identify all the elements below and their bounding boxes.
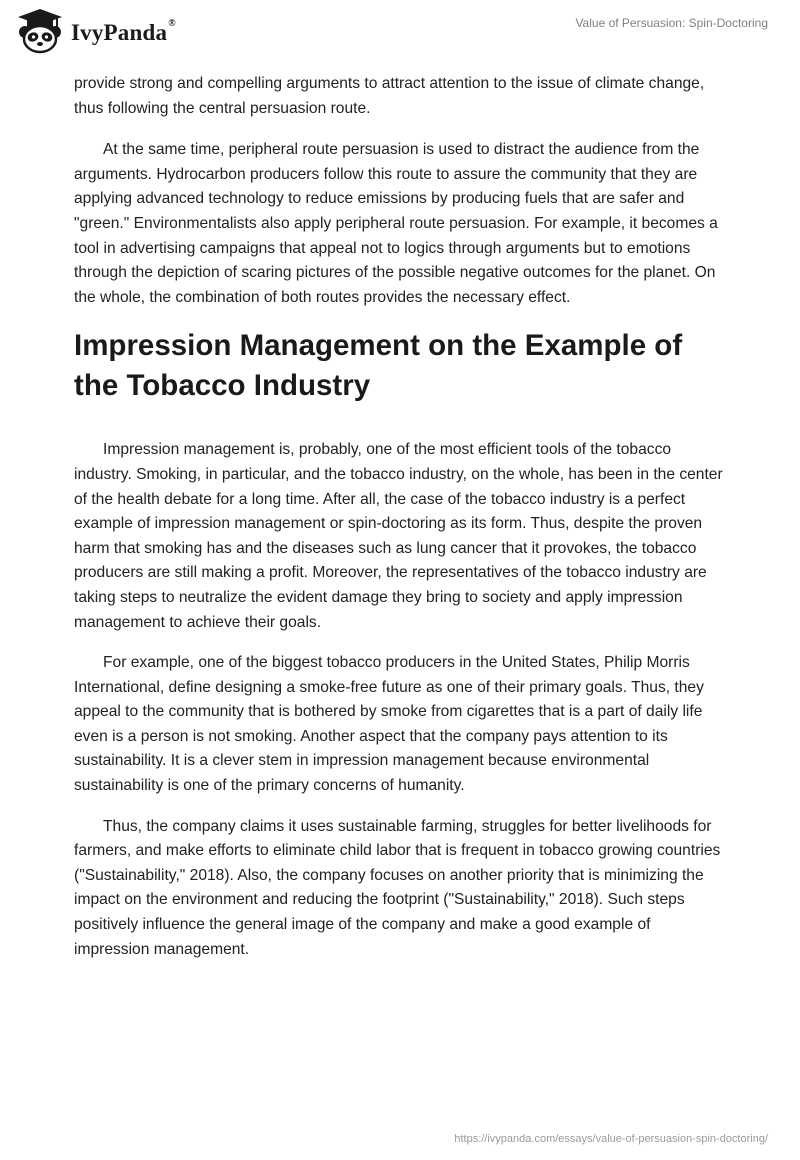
paragraph-intro-continuation: provide strong and compelling arguments to attract attention to the issue of climate change, thus following the central persuasion route.: [74, 75, 705, 117]
section-heading: Impression Management on the Example of the Tobacco Industry: [74, 329, 683, 403]
panda-graduate-icon: [16, 8, 64, 54]
paragraph-philip-morris-example: For example, one of the biggest tobacco producers in the United States, Philip Morris International, define designing a smoke-free future as one of their primary goals. Thus, they appeal to the community that is bothered by smoke from cigarettes that is a part of daily life even is a person is not smoking. Another aspect that the company pays attention to its sustainability. It is a clever stem in impression management because environmental sustainability is one of the primary concerns of humanity.: [74, 654, 704, 795]
brand-name: IvyPanda®: [71, 18, 176, 45]
paragraph-impression-management: Impression management is, probably, one of the most efficient tools of the tobacco industry. Smoking, in particular, and the tobacco industry, on the whole, has been in the center of the health debate for a long time. After all, the case of the tobacco industry is a perfect example of impression management or spin-doctoring as its form. Thus, despite the proven harm that smoking has and the diseases such as lung cancer that it provokes, the tobacco producers are still making a profit. Moreover, the representatives of the tobacco industry are taking steps to neutralize the evident damage they bring to society and apply impression management to achieve their goals.: [74, 441, 723, 631]
document-title: Value of Persuasion: Spin-Doctoring: [575, 16, 768, 30]
source-url[interactable]: https://ivypanda.com/essays/value-of-persuasion-spin-doctoring/: [454, 1133, 768, 1145]
essay-body: [74, 72, 726, 978]
page-header: [0, 0, 800, 70]
brand-logo[interactable]: [16, 8, 176, 54]
paragraph-sustainability: Thus, the company claims it uses sustainable farming, struggles for better livelihoods for farmers, and make efforts to eliminate child labor that is frequent in tobacco growing countries ("Sustainability," 2018). Also, the company focuses on another priority that is minimizing the impact on the environment and reducing the footprint ("Sustainability," 2018). Such steps positively influence the general image of the company and make a good example of impression management.: [74, 817, 721, 958]
paragraph-peripheral-route: At the same time, peripheral route persuasion is used to distract the audience from the arguments. Hydrocarbon producers follow this route to assure the community that they are applying advanced technology to reduce emissions by producing fuels that are safer and "green." Environmentalists also apply peripheral route persuasion. For example, it becomes a tool in advertising campaigns that appeal not to logics through arguments but to emotions through the depiction of scaring pictures of the possible negative outcomes for the planet. On the whole, the combination of both routes provides the necessary effect.: [74, 141, 718, 306]
